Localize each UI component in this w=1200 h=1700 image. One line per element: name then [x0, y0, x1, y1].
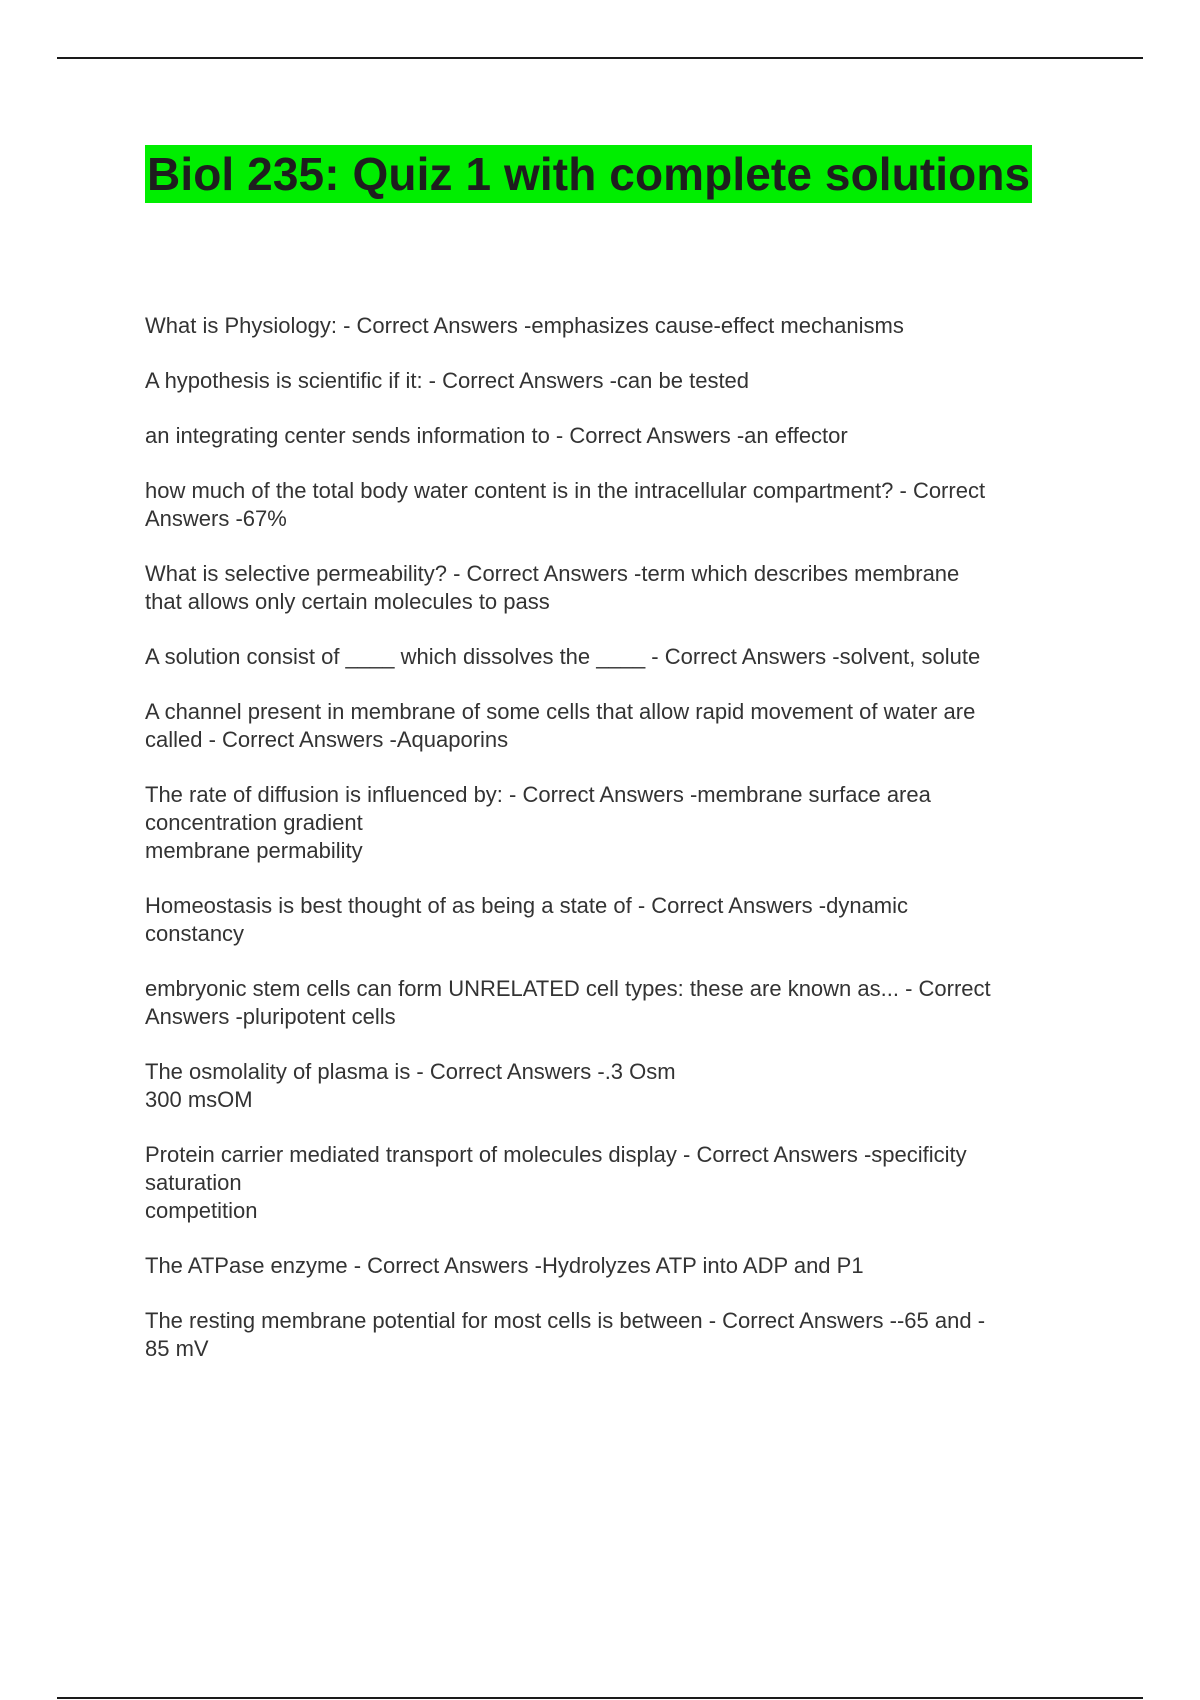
qa-line: constancy: [145, 921, 245, 946]
qa-line: saturation: [145, 1170, 242, 1195]
qa-item: [145, 312, 1085, 340]
qa-line: What is selective permeability? - Correct Answers -term which describes membrane: [145, 561, 960, 586]
qa-item: [145, 892, 1085, 948]
bottom-rule: [57, 1697, 1143, 1699]
qa-line: how much of the total body water content is in the intracellular compartment? - Correct: [145, 478, 986, 503]
qa-line: Answers -67%: [145, 506, 287, 531]
qa-line: called - Correct Answers -Aquaporins: [145, 727, 509, 752]
qa-line: membrane permability: [145, 838, 363, 863]
qa-line: What is Physiology: - Correct Answers -emphasizes cause-effect mechanisms: [145, 313, 904, 338]
qa-line: competition: [145, 1198, 258, 1223]
qa-line: A channel present in membrane of some cells that allow rapid movement of water are: [145, 699, 976, 724]
qa-list: [145, 312, 1085, 1390]
qa-line: The resting membrane potential for most cells is between - Correct Answers --65 and -: [145, 1308, 986, 1333]
qa-item: [145, 781, 1085, 865]
document-title: Biol 235: Quiz 1 with complete solutions: [145, 145, 1032, 203]
qa-line: embryonic stem cells can form UNRELATED cell types: these are known as... - Correct: [145, 976, 991, 1001]
qa-line: A hypothesis is scientific if it: - Correct Answers -can be tested: [145, 368, 750, 393]
qa-item: [145, 1252, 1085, 1280]
qa-line: The ATPase enzyme - Correct Answers -Hydrolyzes ATP into ADP and P1: [145, 1253, 864, 1278]
qa-item: [145, 975, 1085, 1031]
top-rule: [57, 57, 1143, 59]
qa-line: 85 mV: [145, 1336, 209, 1361]
qa-item: [145, 1141, 1085, 1225]
qa-line: Protein carrier mediated transport of molecules display - Correct Answers -specificity: [145, 1142, 967, 1167]
qa-item: [145, 422, 1085, 450]
qa-item: [145, 560, 1085, 616]
qa-item: [145, 698, 1085, 754]
qa-line: Homeostasis is best thought of as being a state of - Correct Answers -dynamic: [145, 893, 909, 918]
qa-line: concentration gradient: [145, 810, 363, 835]
qa-line: A solution consist of ____ which dissolves the ____ - Correct Answers -solvent, solute: [145, 644, 981, 669]
qa-item: [145, 643, 1085, 671]
qa-item: [145, 1307, 1085, 1363]
qa-line: an integrating center sends information to - Correct Answers -an effector: [145, 423, 848, 448]
qa-line: The rate of diffusion is influenced by: - Correct Answers -membrane surface area: [145, 782, 931, 807]
qa-line: The osmolality of plasma is - Correct Answers -.3 Osm: [145, 1059, 676, 1084]
qa-line: Answers -pluripotent cells: [145, 1004, 396, 1029]
title-block: [145, 145, 1032, 203]
qa-line: 300 msOM: [145, 1087, 253, 1112]
qa-line: that allows only certain molecules to pass: [145, 589, 550, 614]
qa-item: [145, 1058, 1085, 1114]
qa-item: [145, 477, 1085, 533]
qa-item: [145, 367, 1085, 395]
